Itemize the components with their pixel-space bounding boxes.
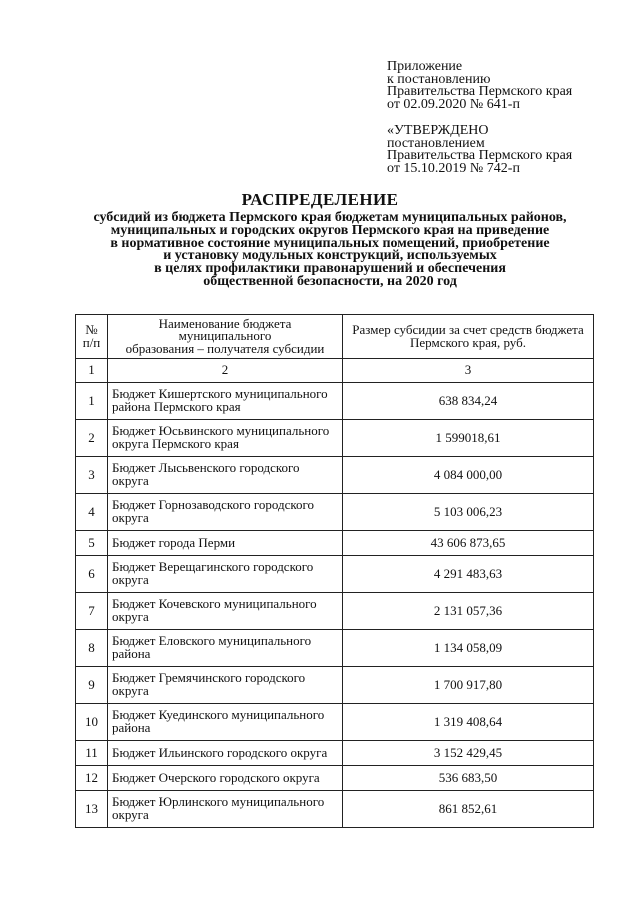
budget-name <box>108 593 343 630</box>
column-number: 2 <box>108 359 343 383</box>
approval-line: Правительства Пермского края <box>387 148 573 163</box>
appendix-line: от 02.09.2020 № 641-п <box>387 96 520 112</box>
row-number: 8 <box>76 630 108 667</box>
table-row <box>76 531 594 556</box>
budget-name-line: округа <box>112 609 149 624</box>
budget-name <box>108 667 343 704</box>
budget-name-line: округа <box>112 683 149 698</box>
header-amount-line: Размер субсидии за счет средств бюджета <box>352 321 584 337</box>
subtitle-line: в целях профилактики правонарушений и обеспечения <box>154 261 506 277</box>
subtitle-line: общественной безопасности, на 2020 год <box>203 273 457 289</box>
subsidy-amount: 3 152 429,45 <box>343 741 594 766</box>
header-num-line: п/п <box>82 334 101 350</box>
budget-name <box>108 766 343 791</box>
budget-name-line: округа Пермского края <box>112 436 239 451</box>
header-name <box>108 315 343 359</box>
table-row <box>76 457 594 494</box>
approval-stamp <box>387 125 627 175</box>
budget-name-line: Бюджет Куединского муниципального <box>112 707 325 723</box>
column-number: 1 <box>76 359 108 383</box>
budget-name-line: Бюджет Юсьвинского муниципального <box>112 423 330 439</box>
column-number-row <box>76 359 594 383</box>
budget-name <box>108 531 343 556</box>
budget-name-line: Бюджет Еловского муниципального <box>112 633 312 649</box>
subsidy-table <box>75 314 594 828</box>
subsidy-amount: 1 134 058,09 <box>343 630 594 667</box>
budget-name-line: Бюджет Горнозаводского городского <box>112 497 315 513</box>
subtitle-line: муниципальных и городских округов Пермского края на приведение <box>110 222 550 238</box>
budget-name-line: района <box>112 720 151 735</box>
header-amount <box>343 315 594 359</box>
row-number: 5 <box>76 531 108 556</box>
budget-name-line: Бюджет Кишертского муниципального <box>112 386 328 402</box>
subsidy-amount: 43 606 873,65 <box>343 531 594 556</box>
approval-line: «УТВЕРЖДЕНО <box>387 123 489 138</box>
row-number: 4 <box>76 494 108 531</box>
subsidy-amount: 638 834,24 <box>343 383 594 420</box>
table-row <box>76 766 594 791</box>
subsidy-amount: 536 683,50 <box>343 766 594 791</box>
row-number: 6 <box>76 556 108 593</box>
column-number: 3 <box>343 359 594 383</box>
row-number: 1 <box>76 383 108 420</box>
row-number: 13 <box>76 791 108 828</box>
budget-name-line: Бюджет Юрлинского муниципального <box>112 794 325 810</box>
budget-name <box>108 791 343 828</box>
subsidy-amount: 1 319 408,64 <box>343 704 594 741</box>
budget-name-line: Бюджет Верещагинского городского <box>112 559 314 575</box>
budget-name <box>108 630 343 667</box>
row-number: 9 <box>76 667 108 704</box>
appendix-reference <box>387 61 627 111</box>
table-row <box>76 630 594 667</box>
subsidy-amount: 1 700 917,80 <box>343 667 594 704</box>
budget-name-line: Бюджет Очерского городского округа <box>112 769 320 785</box>
budget-name-line: Бюджет города Перми <box>112 534 236 550</box>
budget-name <box>108 704 343 741</box>
budget-name-line: района <box>112 646 151 661</box>
budget-name <box>108 457 343 494</box>
header-num-line: № <box>85 321 98 337</box>
table-row <box>76 383 594 420</box>
table-row <box>76 593 594 630</box>
row-number: 2 <box>76 420 108 457</box>
header-amount-line: Пермского края, руб. <box>410 334 526 350</box>
approval-line: постановлением <box>387 135 485 151</box>
appendix-line: Приложение <box>387 59 463 74</box>
row-number: 11 <box>76 741 108 766</box>
subsidy-amount: 4 084 000,00 <box>343 457 594 494</box>
table-row <box>76 741 594 766</box>
appendix-line: к постановлению <box>387 71 491 87</box>
table-row <box>76 791 594 828</box>
budget-name-line: Бюджет Ильинского городского округа <box>112 744 328 760</box>
subsidy-amount: 5 103 006,23 <box>343 494 594 531</box>
table-row <box>76 420 594 457</box>
table-header-row <box>76 315 594 359</box>
budget-name <box>108 741 343 766</box>
row-number: 7 <box>76 593 108 630</box>
row-number: 3 <box>76 457 108 494</box>
budget-name-line: округа <box>112 807 149 822</box>
subtitle-line: и установку модульных конструкций, используемых <box>163 248 497 264</box>
budget-name-line: округа <box>112 510 149 525</box>
budget-name <box>108 556 343 593</box>
budget-name <box>108 420 343 457</box>
subtitle-line: в нормативное состояние муниципальных помещений, приобретение <box>110 235 550 251</box>
table-row <box>76 494 594 531</box>
budget-name <box>108 494 343 531</box>
approval-line: от 15.10.2019 № 742-п <box>387 160 520 176</box>
budget-name-line: района Пермского края <box>112 399 241 414</box>
budget-name-line: Бюджет Гремячинского городского <box>112 670 306 686</box>
budget-name-line: Бюджет Лысьвенского городского <box>112 460 300 476</box>
budget-name-line: округа <box>112 473 149 488</box>
subtitle-line: субсидий из бюджета Пермского края бюджетам муниципальных районов, <box>93 210 567 225</box>
appendix-line: Правительства Пермского края <box>387 84 573 99</box>
header-name-line: Наименование бюджета муниципального <box>158 315 292 344</box>
budget-name-line: Бюджет Кочевского муниципального <box>112 596 317 612</box>
subsidy-amount: 1 599018,61 <box>343 420 594 457</box>
document-title: РАСПРЕДЕЛЕНИЕ <box>241 190 399 209</box>
header-name-line: образования – получателя субсидии <box>125 340 325 356</box>
document-subtitle <box>60 212 600 289</box>
subsidy-amount: 2 131 057,36 <box>343 593 594 630</box>
row-number: 10 <box>76 704 108 741</box>
table-row <box>76 556 594 593</box>
row-number: 12 <box>76 766 108 791</box>
subsidy-amount: 4 291 483,63 <box>343 556 594 593</box>
table-row <box>76 704 594 741</box>
table-row <box>76 667 594 704</box>
budget-name-line: округа <box>112 572 149 587</box>
budget-name <box>108 383 343 420</box>
header-num <box>76 315 108 359</box>
subsidy-amount: 861 852,61 <box>343 791 594 828</box>
